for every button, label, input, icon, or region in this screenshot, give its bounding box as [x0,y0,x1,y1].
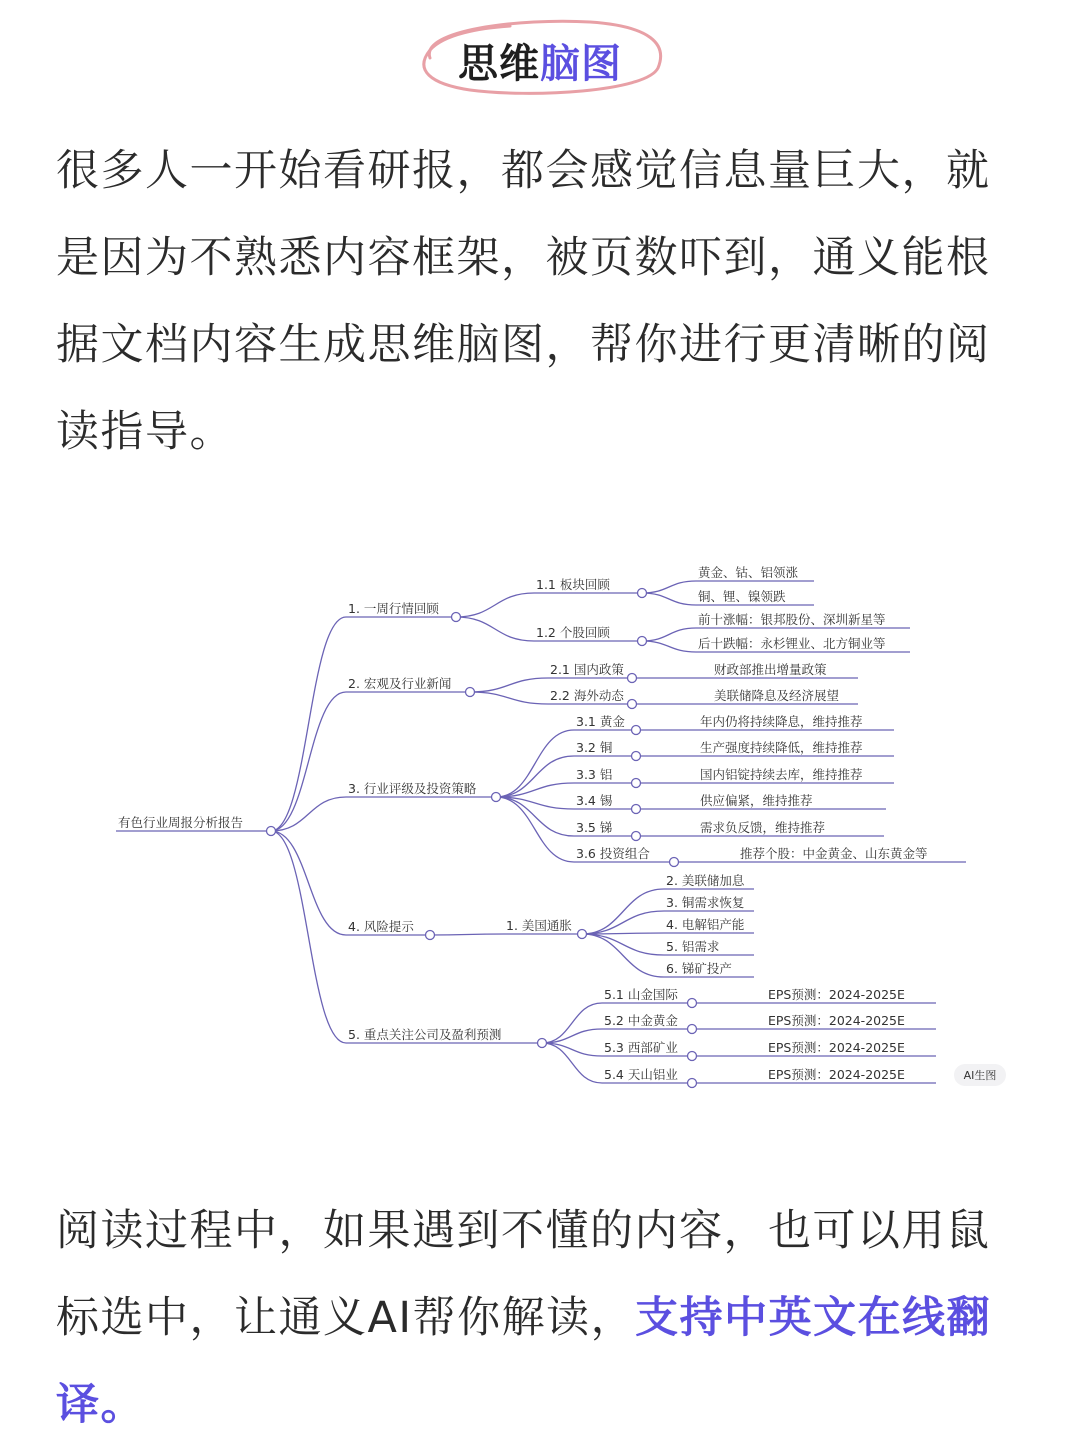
mindmap-link [470,692,548,704]
mindmap-link [496,756,574,797]
mindmap-node-dot [632,805,641,814]
title-main: 思维 [458,41,540,87]
mindmap-link [271,692,346,831]
mindmap-leaf: 美联储降息及经济展望 [714,688,840,703]
section-title [400,10,680,102]
mindmap-leaf: 4. 电解铝产能 [666,917,745,932]
mindmap-leaf: EPS预测：2024-2025E [768,1067,905,1082]
mindmap-node-dot [466,688,475,697]
mindmap-node-dot [638,589,647,598]
mindmap-topic: 3.5 锑 [576,820,613,835]
mindmap-node-dot [452,613,461,622]
mindmap-link [582,934,664,955]
mindmap-leaf: 5. 铝需求 [666,939,720,954]
mindmap-link [430,934,504,935]
outro-text: 阅读过程中，如果遇到不懂的内容，也可以用鼠标选中，让通义AI帮你解读， [56,1206,991,1343]
ai-badge-label: AI生图 [963,1069,997,1082]
page-title [400,32,680,89]
mindmap-section: 4. 风险提示 [348,919,414,934]
mindmap-leaf: 生产强度持续降低，维持推荐 [700,740,863,755]
mindmap-link [271,831,346,1043]
mindmap-leaf: 后十跌幅：永杉锂业、北方铜业等 [698,636,886,651]
mindmap-leaf: 黄金、钴、铝领涨 [698,565,799,580]
mindmap-leaf: EPS预测：2024-2025E [768,987,905,1002]
mindmap-link [271,617,346,831]
mindmap-section: 3. 行业评级及投资策略 [348,781,477,796]
mindmap-leaf: 年内仍将持续降息，维持推荐 [700,714,863,729]
mindmap-leaf: 3. 铜需求恢复 [666,895,745,910]
mindmap-node-dot [688,999,697,1008]
mindmap-topic: 1. 美国通胀 [506,918,572,933]
mindmap-link [542,1003,602,1043]
mindmap-leaf: 国内铝锭持续去库，维持推荐 [700,767,863,782]
mindmap-link [271,831,346,935]
mindmap-node-dot [632,752,641,761]
mindmap-node-dot [426,931,435,940]
mindmap-topic: 1.1 板块回顾 [536,577,610,592]
mindmap-node-dot [688,1052,697,1061]
mindmap-topic: 3.6 投资组合 [576,846,650,861]
mindmap-node-dot [688,1025,697,1034]
mindmap-node-dot [670,858,679,867]
translation-highlight: 支持中英文在线翻译。 [56,1293,992,1430]
mindmap-topic: 3.3 铝 [576,767,613,782]
outro-paragraph [56,1188,1028,1449]
mindmap-leaf: 前十涨幅：银邦股份、深圳新星等 [698,612,886,627]
mindmap-node-dot [638,637,647,646]
mindmap-leaf: 财政部推出增量政策 [714,662,827,677]
intro-paragraph: 很多人一开始看研报，都会感觉信息量巨大，就是因为不熟悉内容框架，被页数吓到，通义能根据文档内容生成思维脑图，帮你进行更清晰的阅读指导。 [56,146,991,457]
mindmap-leaf: 供应偏紧，维持推荐 [700,793,813,808]
mindmap-node-dot [267,827,276,836]
mindmap-topic: 3.2 铜 [576,740,613,755]
mindmap-link [496,797,574,862]
mindmap-section: 1. 一周行情回顾 [348,601,439,616]
mindmap-link [642,628,696,641]
mindmap-node-dot [538,1039,547,1048]
mind-map [58,548,1022,1100]
mindmap-leaf: 需求负反馈，维持推荐 [700,820,826,835]
mindmap-link [470,678,548,692]
mindmap-node-dot [632,832,641,841]
mindmap-link [642,593,696,605]
mindmap-leaf: 推荐个股：中金黄金、山东黄金等 [740,846,928,861]
mindmap-node-dot [632,779,641,788]
mindmap-node-dot [578,930,587,939]
mindmap-topic: 3.1 黄金 [576,714,625,729]
mindmap-leaf: 2. 美联储加息 [666,873,745,888]
mindmap-link [582,934,664,977]
mindmap-topic: 5.1 山金国际 [604,987,678,1002]
mindmap-leaf: EPS预测：2024-2025E [768,1040,905,1055]
mindmap-leaf: 6. 锑矿投产 [666,961,732,976]
mindmap-link [456,593,534,617]
mindmap-topic: 3.4 锡 [576,793,613,808]
mindmap-node-dot [628,700,637,709]
mindmap-link [456,617,534,641]
mindmap-node-dot [688,1079,697,1088]
mindmap-node-dot [492,793,501,802]
mindmap-leaf: EPS预测：2024-2025E [768,1013,905,1028]
mindmap-topic: 5.3 西部矿业 [604,1040,678,1055]
mindmap-topic: 5.4 天山铝业 [604,1067,678,1082]
mindmap-topic: 1.2 个股回顾 [536,625,610,640]
mindmap-leaf: 铜、锂、镍领跌 [698,589,786,604]
mindmap-root: 有色行业周报分析报告 [118,815,244,830]
title-accent: 脑图 [540,41,622,87]
mindmap-topic: 2.1 国内政策 [550,662,624,677]
mindmap-link [582,911,664,934]
mindmap-link [642,641,696,652]
mindmap-topic: 5.2 中金黄金 [604,1013,678,1028]
mindmap-section: 2. 宏观及行业新闻 [348,676,452,691]
mindmap-node-dot [632,726,641,735]
mindmap-topic: 2.2 海外动态 [550,688,624,703]
mindmap-section: 5. 重点关注公司及盈利预测 [348,1027,502,1042]
mindmap-node-dot [628,674,637,683]
mindmap-link [642,581,696,593]
mindmap-link [542,1029,602,1043]
mindmap-link [496,730,574,797]
